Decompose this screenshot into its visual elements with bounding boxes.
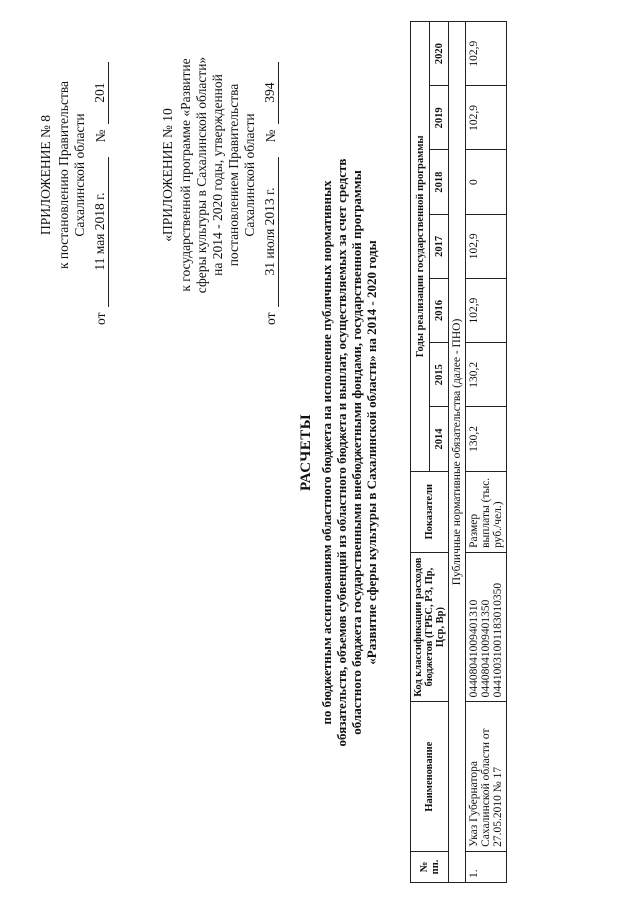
appendix-8-line: Сахалинской области <box>72 113 87 237</box>
appendix-8-date-line <box>91 25 109 325</box>
number-label: № <box>263 129 278 143</box>
number-label: № <box>93 129 108 143</box>
appendix-10-header <box>160 25 279 325</box>
title-line: по бюджетным ассигнованиям областного бюджета на исполнение публичных нормативных <box>319 180 334 725</box>
appendix-10-line: Сахалинской области <box>242 113 257 237</box>
appendix-10-date-line <box>261 25 279 325</box>
title-line: «Развитие сферы культуры в Сахалинской области» на 2014 - 2020 годы <box>364 240 379 665</box>
appendix-10-title: «ПРИЛОЖЕНИЕ № 10 <box>160 108 175 242</box>
row-value: 102,9 <box>466 22 507 86</box>
appendix-8-number: 201 <box>92 62 109 124</box>
row-value: 102,9 <box>466 214 507 278</box>
table-header-row <box>411 22 430 883</box>
row-code: 04408041009401350 <box>480 599 492 698</box>
row-code: 04410031001183010350 <box>492 582 504 698</box>
header-year: 2017 <box>430 214 449 278</box>
header-year: 2018 <box>430 150 449 214</box>
row-value: 0 <box>466 150 507 214</box>
calculations-table <box>410 21 507 883</box>
row-indicator: Размер выплаты (тыс. руб./чел.) <box>466 471 507 552</box>
appendix-10-line: к государственной программе «Развитие <box>178 58 193 292</box>
title-main: РАСЧЕТЫ <box>298 413 314 492</box>
row-value: 130,2 <box>466 343 507 407</box>
row-value: 130,2 <box>466 407 507 471</box>
header-num: № пп. <box>411 851 449 882</box>
header-year: 2014 <box>430 407 449 471</box>
title-line: областного бюджета государственными внебюджетными фондами, государственной программы <box>349 170 364 735</box>
appendix-10-line: сферы культуры в Сахалинской области» <box>194 56 209 294</box>
document-title <box>298 20 379 885</box>
row-codes <box>466 552 507 702</box>
section-row <box>449 22 466 883</box>
header-year: 2015 <box>430 343 449 407</box>
header-year: 2019 <box>430 86 449 150</box>
appendix-10-line: на 2014 - 2020 годы, утвержденной <box>210 74 225 276</box>
row-name: Указ Губернатора Сахалинской области от 27.05.2010 № 17 <box>466 702 507 852</box>
header-name: Наименование <box>411 702 449 852</box>
appendix-8-line: к постановлению Правительства <box>56 80 71 270</box>
from-label: от <box>93 312 108 325</box>
appendix-10-line: постановлением Правительства <box>226 83 241 267</box>
row-num: 1. <box>466 851 507 882</box>
header-indicator: Показатели <box>411 471 449 552</box>
from-label: от <box>263 312 278 325</box>
appendix-10-number: 394 <box>262 62 279 124</box>
header-year: 2016 <box>430 278 449 342</box>
row-value: 102,9 <box>466 86 507 150</box>
title-line: обязательств, объемов субвенций из областного бюджета и выплат, осуществляемых за счет средств <box>334 158 349 747</box>
appendix-8-header <box>38 25 109 325</box>
row-value: 102,9 <box>466 278 507 342</box>
appendix-8-date: 11 мая 2018 г. <box>92 157 109 307</box>
header-years-group: Годы реализации государственной программы <box>411 22 430 472</box>
section-title: Публичные нормативные обязательства (далее - ПНО) <box>449 22 466 883</box>
header-year: 2020 <box>430 22 449 86</box>
appendix-10-date: 31 июля 2013 г. <box>262 157 279 307</box>
table-row <box>466 22 507 883</box>
appendix-8-title: ПРИЛОЖЕНИЕ № 8 <box>38 114 53 236</box>
row-code: 04408041009401310 <box>468 599 480 698</box>
header-code: Код классификации расходов бюджетов (ГРБС, РЗ, Пр, Цср, Вр) <box>411 552 449 702</box>
